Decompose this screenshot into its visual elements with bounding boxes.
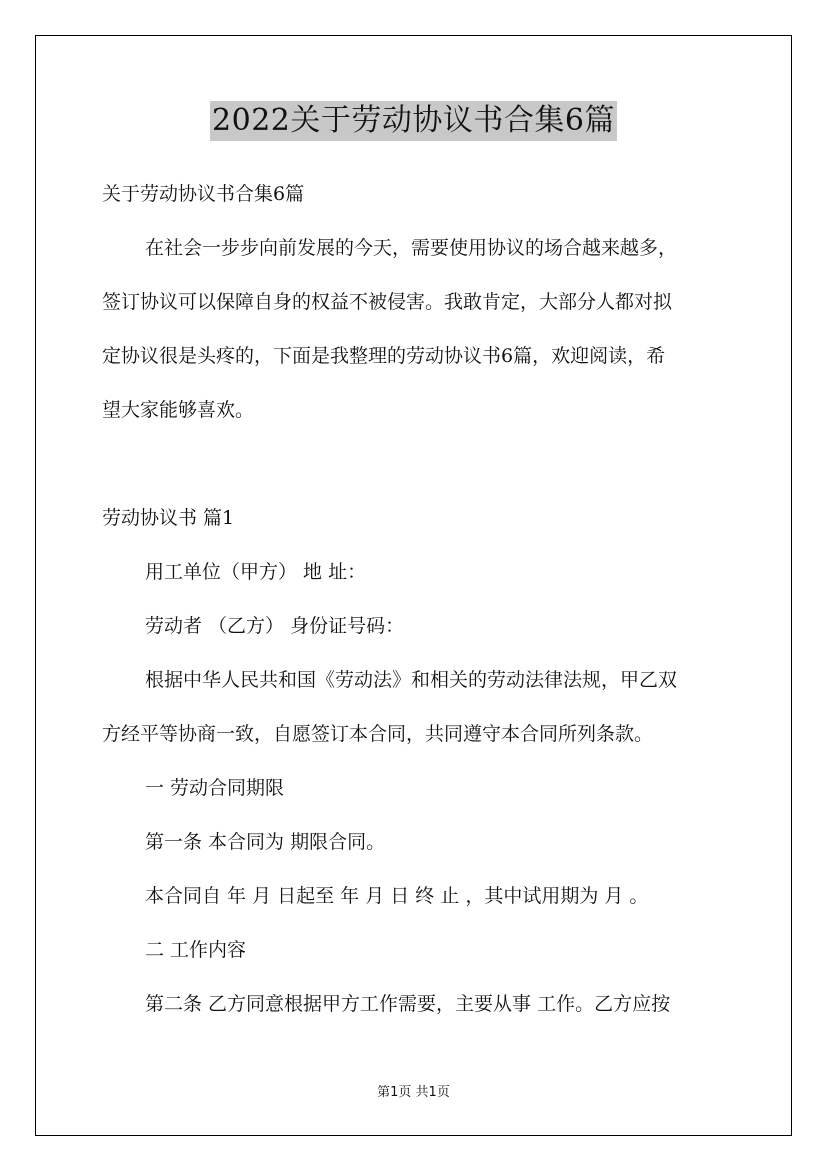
body-line-9: 第二条 乙方同意根据甲方工作需要，主要从事 工作。乙方应按	[145, 993, 671, 1015]
section-heading: 劳动协议书 篇1	[102, 507, 235, 529]
body-line-7: 本合同自 年 月 日起至 年 月 日 终 止 ，其中试用期为 月 。	[145, 885, 649, 907]
body-line-4: 方经平等协商一致，自愿签订本合同，共同遵守本合同所列条款。	[102, 723, 654, 745]
intro-line-4: 望大家能够喜欢。	[102, 399, 255, 421]
intro-line-2: 签订协议可以保障自身的权益不被侵害。我敢肯定，大部分人都对拟	[102, 291, 673, 313]
document-title: 2022关于劳动协议书合集6篇	[210, 101, 617, 141]
body-line-5: 一 劳动合同期限	[145, 777, 285, 799]
body-line-6: 第一条 本合同为 期限合同。	[145, 831, 386, 853]
body-line-8: 二 工作内容	[145, 939, 247, 961]
document-subtitle: 关于劳动协议书合集6篇	[102, 183, 305, 205]
intro-line-1: 在社会一步步向前发展的今天，需要使用协议的场合越来越多，	[145, 237, 678, 259]
page-footer: 第1页 共1页	[377, 1085, 450, 1100]
body-line-2: 劳动者 （乙方） 身份证号码：	[145, 615, 405, 637]
title-container	[0, 101, 827, 141]
body-line-3: 根据中华人民共和国《劳动法》和相关的劳动法律法规，甲乙双	[145, 669, 678, 691]
body-line-1: 用工单位（甲方） 地 址：	[145, 561, 367, 583]
intro-line-3: 定协议很是头疼的，下面是我整理的劳动协议书6篇，欢迎阅读，希	[102, 345, 666, 367]
